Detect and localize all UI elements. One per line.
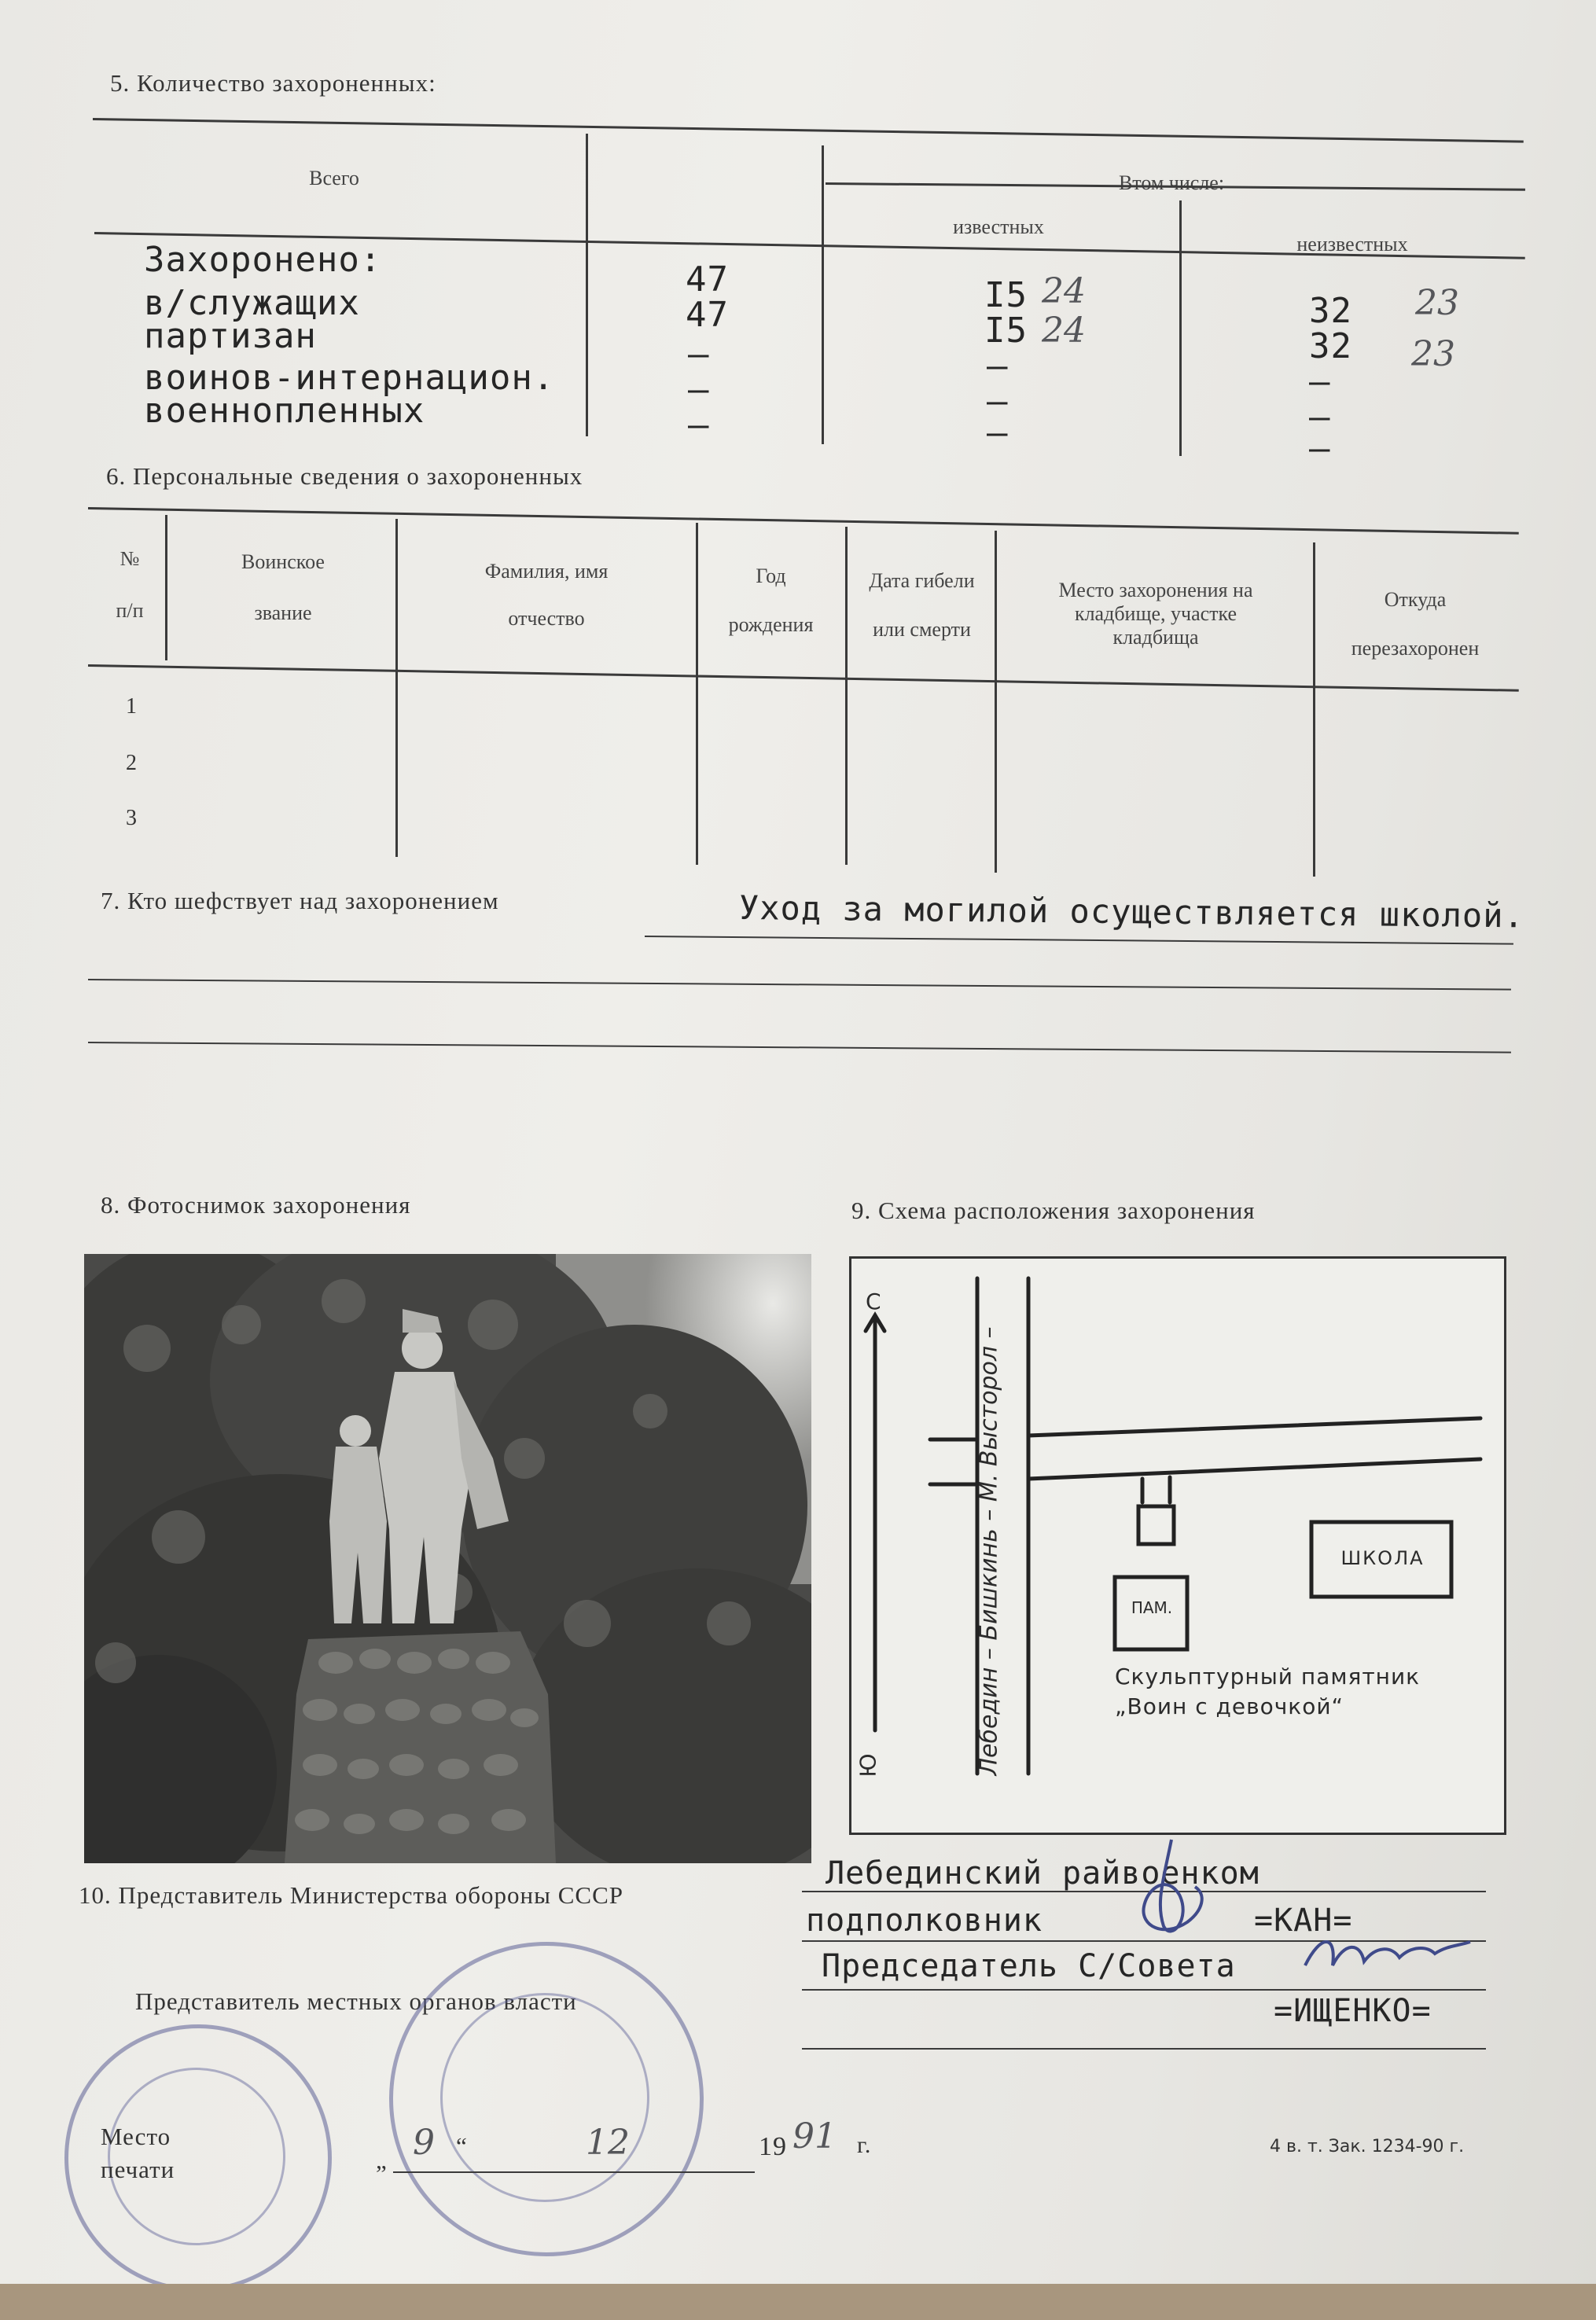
location-scheme (849, 1256, 1506, 1835)
total-servicemen: 47 (686, 295, 729, 335)
section-8-title: 8. Фотоснимок захоронения (101, 1191, 411, 1219)
unknown-internationalists: – (1309, 397, 1331, 437)
known-pow: – (987, 413, 1009, 453)
col-total-header: Всего (309, 167, 359, 189)
row-pow-label: военнопленных (144, 391, 425, 431)
signature-commissar (1116, 1832, 1242, 1950)
section-5-title: 5. Количество захороненных: (110, 69, 436, 97)
table5-vline-1 (586, 134, 588, 436)
col-death-2: или смерти (873, 618, 971, 641)
table5-top-rule (93, 118, 1524, 143)
table6-vline-5 (995, 531, 997, 873)
unknown-buried-handwritten: 23 (1415, 283, 1459, 323)
monument-box-label: ПАМ. (1131, 1598, 1173, 1617)
local-authority-label: Представитель местных органов власти (135, 1987, 577, 2015)
known-buried-handwritten: 24 (1042, 271, 1086, 311)
table5-vline-2 (822, 145, 824, 444)
unknown-servicemen: 32 (1309, 326, 1352, 366)
date-year-suffix: г. (857, 2132, 872, 2158)
col-num-2: п/п (116, 599, 144, 622)
burial-photo (84, 1254, 811, 1863)
patronage-line-2 (88, 979, 1511, 991)
total-internationalists: – (688, 370, 710, 410)
date-quote-open: „ (376, 2146, 388, 2174)
col-place-1: Место захоронения на (1058, 579, 1253, 601)
section-9-title: 9. Схема расположения захоронения (851, 1197, 1256, 1224)
date-day: 9 (413, 2123, 435, 2163)
south-label: Ю (855, 1753, 881, 1778)
col-from-1: Откуда (1384, 588, 1447, 611)
col-death-1: Дата гибели (869, 569, 975, 592)
section-6-title: 6. Персональные сведения о захороненных (106, 462, 583, 490)
patronage-line-1 (645, 936, 1513, 945)
military-office: Лебединский райвоенком (826, 1855, 1260, 1892)
table6-vline-6 (1313, 542, 1315, 877)
date-line (393, 2171, 755, 2173)
print-code: 4 в. т. Зак. 1234-90 г. (1270, 2137, 1465, 2156)
table6-row-2: 2 (126, 751, 137, 775)
seal-place-label-2: печати (101, 2156, 175, 2183)
col-year-2: рождения (728, 613, 814, 636)
date-year-handwritten: 91 (792, 2116, 837, 2156)
unknown-pow: – (1309, 428, 1331, 469)
rank-name: =КАН= (1254, 1903, 1353, 1939)
road-label: Лебедин – Бишкинь – М. Высторол – (975, 1326, 1003, 1776)
section-10-title: 10. Представитель Министерства обороны СССР (79, 1881, 624, 1909)
known-partisans: – (987, 346, 1009, 386)
sign-line-4 (802, 2048, 1486, 2050)
col-name-1: Фамилия, имя (484, 560, 609, 583)
sign-line-3 (802, 1989, 1486, 1991)
table5-vline-3 (1179, 200, 1182, 456)
table6-vline-4 (845, 527, 848, 865)
chair-name: =ИЩЕНКО= (1274, 1993, 1432, 2029)
col-known-header: известных (953, 215, 1044, 238)
rank-label: подполковник (806, 1903, 1043, 1939)
north-label: С (866, 1289, 881, 1314)
col-including-header: Втом числе: (1118, 171, 1225, 194)
row-internationalists-label: воинов-интернацион. (144, 358, 555, 398)
col-unknown-header: неизвестных (1296, 233, 1408, 256)
patronage-line-3 (88, 1042, 1511, 1053)
col-rank-1: Воинское (241, 550, 325, 573)
unknown-partisans: – (1309, 362, 1331, 402)
row-buried-label: Захоронено: (144, 240, 382, 280)
table6-header-rule (88, 664, 1519, 692)
chair-label: Председатель С/Совета (822, 1948, 1236, 1984)
col-rank-2: звание (254, 601, 312, 624)
official-stamp-right (389, 1942, 704, 2256)
known-internationalists: – (987, 381, 1009, 421)
date-month: 12 (586, 2123, 630, 2163)
known-buried: I5 (984, 275, 1028, 315)
monument-caption-1: Скульптурный памятник (1115, 1664, 1421, 1689)
table6-top-rule (88, 507, 1519, 535)
known-servicemen: I5 (984, 311, 1028, 351)
table6-row-3: 3 (126, 806, 137, 830)
table6-row-1: 1 (126, 694, 137, 719)
table-surface (0, 2284, 1596, 2320)
col-num-1: № (120, 547, 140, 570)
total-pow: – (688, 405, 710, 445)
table6-vline-2 (395, 519, 398, 857)
date-year-prefix: 19 (759, 2132, 787, 2161)
patronage-value: Уход за могилой осуществляется школой. (738, 888, 1525, 936)
row-partisans-label: партизан (144, 316, 317, 356)
monument-photo-image (84, 1254, 811, 1863)
row-servicemen-label: в/служащих (144, 283, 360, 323)
date-quote-close: “ (456, 2132, 468, 2160)
unknown-servicemen-handwritten: 23 (1411, 334, 1455, 374)
school-box-label: ШКОЛА (1340, 1547, 1425, 1569)
col-place-3: кладбища (1112, 626, 1199, 649)
monument-caption-2: „Воин с девочкой“ (1115, 1693, 1344, 1719)
col-from-2: перезахоронен (1351, 637, 1480, 660)
total-partisans: – (688, 334, 710, 374)
total-buried: 47 (686, 259, 729, 300)
col-name-2: отчество (508, 607, 585, 630)
seal-place-label-1: Место (101, 2123, 171, 2150)
signature-chairman (1289, 1918, 1478, 1989)
col-year-1: Год (756, 564, 786, 587)
section-7-title: 7. Кто шефствует над захоронением (101, 887, 499, 914)
scheme-map (851, 1259, 1504, 1833)
table6-vline-3 (696, 523, 698, 865)
known-servicemen-handwritten: 24 (1042, 311, 1086, 351)
unknown-buried: 32 (1309, 291, 1352, 331)
col-place-2: кладбище, участке (1074, 602, 1237, 625)
table6-vline-1 (165, 515, 167, 660)
